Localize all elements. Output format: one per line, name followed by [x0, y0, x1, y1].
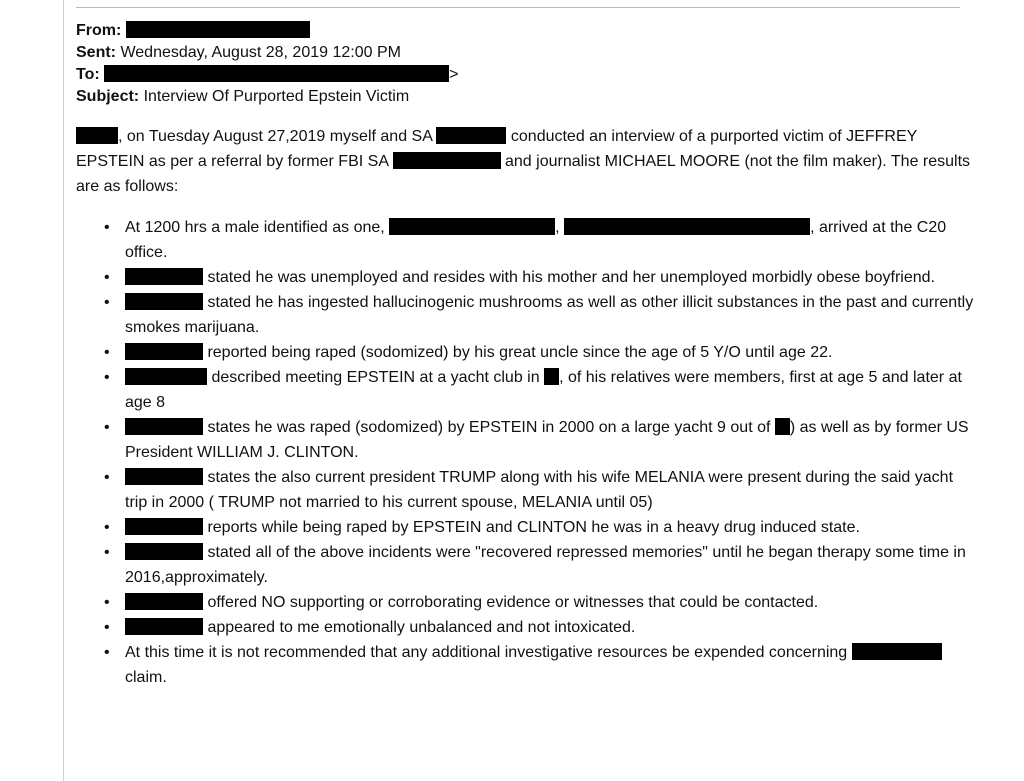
bullet-icon: • — [104, 644, 110, 661]
email-document — [76, 20, 976, 690]
bullet-icon: • — [104, 519, 110, 536]
redaction-block — [852, 643, 942, 660]
list-item — [76, 290, 976, 340]
item-text: , — [555, 219, 565, 236]
redaction-block — [125, 418, 203, 435]
page-left-edge — [63, 0, 64, 781]
item-text: At 1200 hrs a male identified as one, — [125, 219, 390, 236]
bullet-icon: • — [104, 344, 110, 361]
bullet-icon: • — [104, 219, 110, 236]
findings-list — [76, 215, 976, 690]
sent-label: Sent: — [76, 44, 116, 61]
list-item — [76, 615, 976, 640]
list-item — [76, 340, 976, 365]
from-label: From: — [76, 22, 122, 39]
redaction-block — [436, 127, 506, 144]
item-text: , of his relatives were members, first at age 5 and later at age 8 — [125, 369, 962, 411]
list-item — [76, 515, 976, 540]
bullet-icon: • — [104, 294, 110, 311]
redaction-block — [76, 127, 118, 144]
intro-text-3: and journalist MICHAEL MOORE (not the film maker). The results are as follows: — [76, 153, 971, 195]
redaction-block — [125, 293, 203, 310]
item-text: states the also current president TRUMP along with his wife MELANIA were present during the said yacht trip in 2000 ( TRUMP not married to his current spouse, MELANIA until 05) — [125, 469, 954, 511]
list-item — [76, 365, 976, 415]
list-item — [76, 465, 976, 515]
intro-paragraph — [76, 124, 976, 199]
subject-line — [76, 86, 976, 108]
item-text: reported being raped (sodomized) by his great uncle since the age of 5 Y/O until age 22. — [207, 344, 833, 361]
bullet-icon: • — [104, 369, 110, 386]
bullet-icon: • — [104, 419, 110, 436]
header-top-rule — [76, 7, 960, 8]
sent-line — [76, 42, 976, 64]
redaction-block — [125, 368, 207, 385]
bullet-icon: • — [104, 594, 110, 611]
item-text: described meeting EPSTEIN at a yacht club in — [211, 369, 545, 386]
list-item — [76, 590, 976, 615]
item-text: appeared to me emotionally unbalanced and not intoxicated. — [207, 619, 636, 636]
redaction-block — [564, 218, 810, 235]
to-line — [76, 64, 976, 86]
redaction-block — [125, 468, 203, 485]
redaction-block — [125, 343, 203, 360]
list-item — [76, 265, 976, 290]
redaction-block — [125, 543, 203, 560]
redaction-block — [126, 21, 310, 38]
list-item — [76, 215, 976, 265]
redaction-block — [125, 268, 203, 285]
redaction-block — [544, 368, 559, 385]
redaction-block — [393, 152, 501, 169]
item-text: states he was raped (sodomized) by EPSTEIN in 2000 on a large yacht 9 out of — [207, 419, 775, 436]
sent-value: Wednesday, August 28, 2019 12:00 PM — [120, 44, 401, 61]
to-trail: > — [449, 66, 459, 83]
intro-text-2: conducted an interview of a purported victim of JEFFREY EPSTEIN as per a referral by former FBI SA — [76, 128, 918, 170]
bullet-icon: • — [104, 269, 110, 286]
redaction-block — [775, 418, 790, 435]
bullet-icon: • — [104, 619, 110, 636]
to-label: To: — [76, 66, 100, 83]
list-item — [76, 415, 976, 465]
redaction-block — [389, 218, 555, 235]
item-text: offered NO supporting or corroborating evidence or witnesses that could be contacted. — [207, 594, 819, 611]
item-text: ) as well as by former US President WILLIAM J. CLINTON. — [125, 419, 969, 461]
item-text: At this time it is not recommended that any additional investigative resources be expended concerning — [125, 644, 852, 661]
subject-label: Subject: — [76, 88, 140, 105]
redaction-block — [125, 593, 203, 610]
item-text: stated he was unemployed and resides with his mother and her unemployed morbidly obese boyfriend. — [207, 269, 935, 286]
list-item — [76, 540, 976, 590]
item-text: claim. — [125, 669, 167, 686]
list-item — [76, 640, 976, 690]
intro-text-1: , on Tuesday August 27,2019 myself and SA — [118, 128, 437, 145]
redaction-block — [104, 65, 449, 82]
redaction-block — [125, 618, 203, 635]
item-text: stated he has ingested hallucinogenic mushrooms as well as other illicit substances in the past and currently smokes marijuana. — [125, 294, 974, 336]
item-text: reports while being raped by EPSTEIN and CLINTON he was in a heavy drug induced state. — [207, 519, 860, 536]
item-text: stated all of the above incidents were "recovered repressed memories" until he began therapy some time in 2016,approximately. — [125, 544, 966, 586]
item-text: , arrived at the C20 office. — [125, 219, 947, 261]
bullet-icon: • — [104, 544, 110, 561]
subject-value: Interview Of Purported Epstein Victim — [143, 88, 410, 105]
redaction-block — [125, 518, 203, 535]
bullet-icon: • — [104, 469, 110, 486]
from-line — [76, 20, 976, 42]
